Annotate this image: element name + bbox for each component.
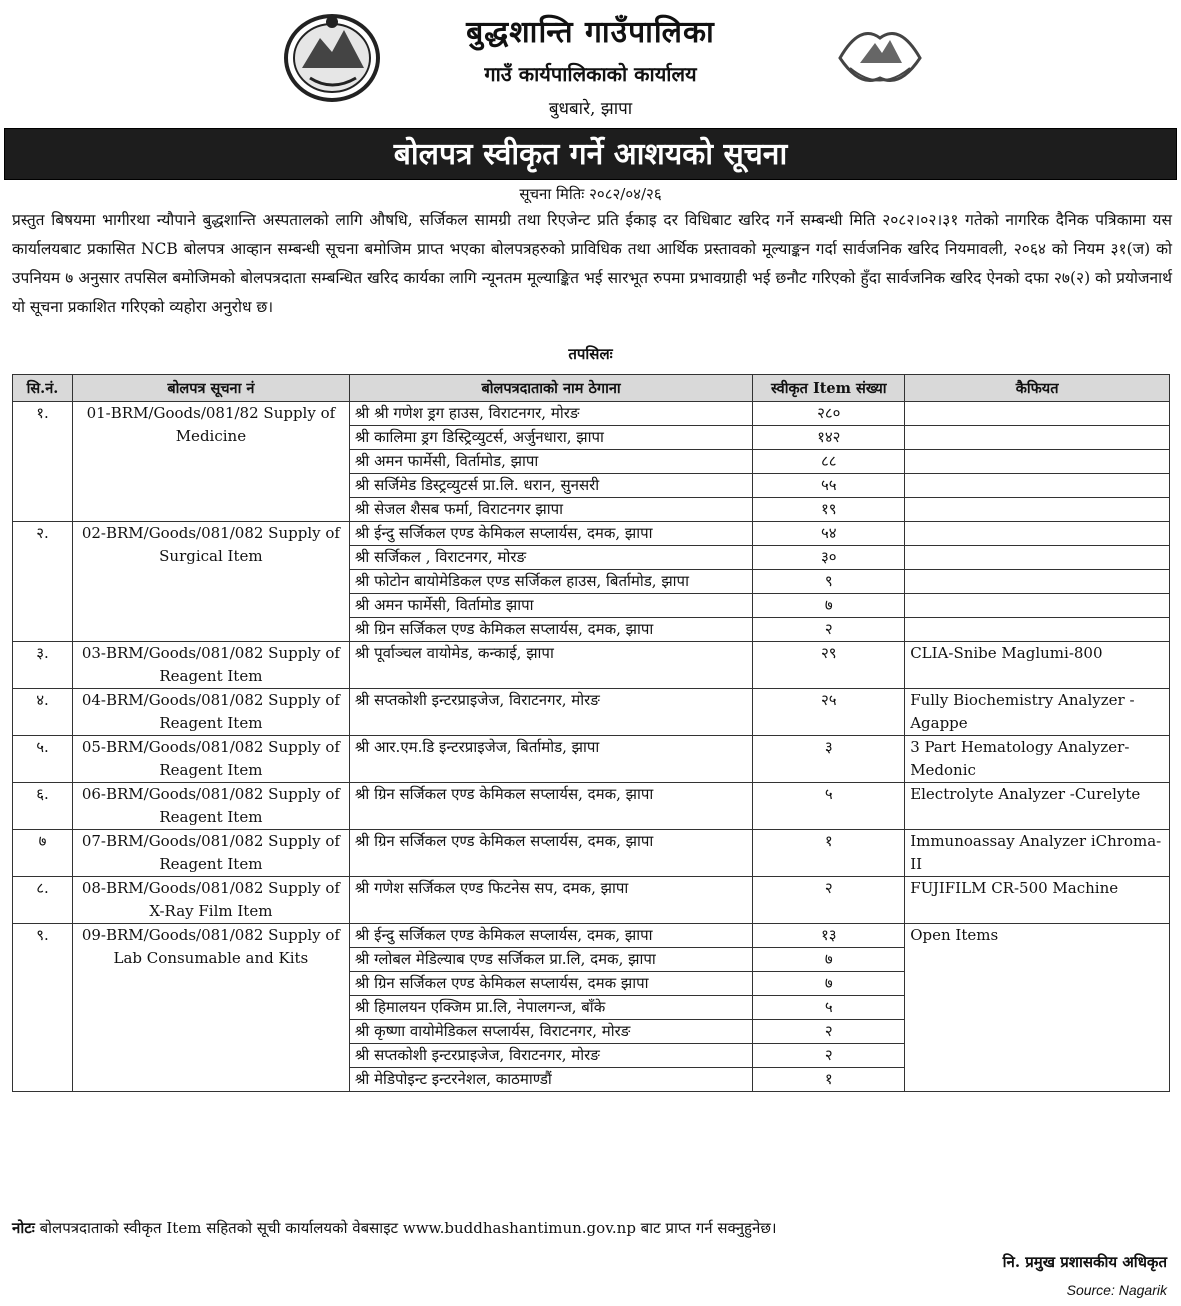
item-count-cell: ३ [753,736,905,783]
remark-cell [905,546,1170,570]
item-count-cell: १९ [753,498,905,522]
remark-cell [905,402,1170,426]
table-row [13,924,1170,948]
serial-number-cell: ९. [13,924,73,1092]
serial-number-cell: ६. [13,783,73,830]
item-count-cell: १३ [753,924,905,948]
bidder-cell: श्री कालिमा ड्रग डिस्ट्रिव्युटर्स, अर्जुनधारा, झापा [349,426,753,450]
municipality-logo-icon [830,18,930,98]
bidder-cell: श्री ग्लोबल मेडिल्याब एण्ड सर्जिकल प्रा.लि, दमक, झापा [349,948,753,972]
column-header: कैफियत [905,375,1170,402]
bidder-cell: श्री ईन्दु सर्जिकल एण्ड केमिकल सप्लार्यस, दमक, झापा [349,522,753,546]
item-count-cell: १४२ [753,426,905,450]
item-count-cell: ९ [753,570,905,594]
municipality-title: बुद्धशान्ति गाउँपालिका [466,15,715,50]
notice-ref-cell: 07-BRM/Goods/081/082 Supply of Reagent Item [72,830,349,877]
note-label: नोटः [12,1219,35,1237]
item-count-cell: ५ [753,783,905,830]
bidder-cell: श्री हिमालयन एक्जिम प्रा.लि, नेपालगन्ज, बाँके [349,996,753,1020]
table-row [13,689,1170,736]
column-header: बोलपत्र सूचना नं [72,375,349,402]
item-count-cell: २ [753,618,905,642]
bidder-cell: श्री ग्रिन सर्जिकल एण्ड केमिकल सप्लार्यस, दमक, झापा [349,618,753,642]
intro-paragraph: प्रस्तुत बिषयमा भागीरथा न्यौपाने बुद्धशान्ति अस्पतालको लागि औषधि, सर्जिकल सामग्री तथा रिएजेन्ट प्रति ईकाइ दर विधिबाट खरिद गर्ने सम्बन्धी मिति २०८२।०२।३१ गतेको नागरिक दैनिक पत्रिकामा यस कार्यालयबाट प्रकासित NCB बोलपत्र आव्हान सम्बन्धी सूचना बमोजिम प्राप्त भएका बोलपत्रहरुको प्राविधिक तथा आर्थिक प्रस्तावको मूल्याङ्कन गर्दा सार्वजनिक खरिद नियमावली, २०६४ को नियम ३१(ज) को उपनियम ७ अनुसार तपसिल बमोजिमको बोलपत्रदाता सम्बन्धित खरिद कार्यका लागि न्यूनतम मूल्याङ्कित भई सारभूत रुपमा प्रभावग्राही भई छनौट गरिएको हुँदा सार्वजनिक खरिद ऐनको दफा २७(२) को प्रयोजनार्थ यो सूचना प्रकाशित गरिएको व्यहोरा अनुरोध छ। [12,211,1172,316]
remark-cell: Immunoassay Analyzer iChroma-II [905,830,1170,877]
table-row [13,736,1170,783]
awards-table [12,374,1170,1092]
note-text: बोलपत्रदाताको स्वीकृत Item सहितको सूची कार्यालयको वेबसाइट www.buddhashantimun.gov.np बाट प्राप्त गर्न सक्नुहुनेछ। [39,1219,777,1237]
serial-number-cell: ५. [13,736,73,783]
table-row [13,830,1170,877]
bidder-cell: श्री ग्रिन सर्जिकल एण्ड केमिकल सप्लार्यस, दमक, झापा [349,830,753,877]
serial-number-cell: ७ [13,830,73,877]
column-header: सि.नं. [13,375,73,402]
remark-cell [905,594,1170,618]
remark-cell [905,522,1170,546]
item-count-cell: ८८ [753,450,905,474]
item-count-cell: २८० [753,402,905,426]
remark-cell [905,426,1170,450]
item-count-cell: ५ [753,996,905,1020]
remark-cell: Electrolyte Analyzer -Curelyte [905,783,1170,830]
table-row [13,783,1170,830]
table-row [13,877,1170,924]
source-credit: Source: Nagarik [1066,1282,1167,1298]
item-count-cell: १ [753,1068,905,1092]
remark-cell: Fully Biochemistry Analyzer -Agappe [905,689,1170,736]
bidder-cell: श्री फोटोन बायोमेडिकल एण्ड सर्जिकल हाउस, बिर्तामोड, झापा [349,570,753,594]
item-count-cell: ७ [753,972,905,996]
notice-ref-cell: 02-BRM/Goods/081/082 Supply of Surgical Item [72,522,349,642]
notice-ref-cell: 01-BRM/Goods/081/82 Supply of Medicine [72,402,349,522]
item-count-cell: ७ [753,948,905,972]
remark-cell: Open Items [905,924,1170,1092]
bidder-cell: श्री कृष्णा वायोमेडिकल सप्लार्यस, विराटनगर, मोरङ [349,1020,753,1044]
remark-cell [905,570,1170,594]
bidder-cell: श्री सर्जिकल , विराटनगर, मोरङ [349,546,753,570]
header [0,0,1181,126]
remark-cell [905,618,1170,642]
table-row [13,402,1170,426]
bidder-cell: श्री श्री गणेश ड्रग हाउस, विराटनगर, मोरङ [349,402,753,426]
bidder-cell: श्री गणेश सर्जिकल एण्ड फिटनेस सप, दमक, झापा [349,877,753,924]
item-count-cell: २५ [753,689,905,736]
item-count-cell: २ [753,877,905,924]
bidder-cell: श्री ग्रिन सर्जिकल एण्ड केमिकल सप्लार्यस, दमक झापा [349,972,753,996]
note [12,1218,1172,1238]
table-row [13,522,1170,546]
bidder-cell: श्री सप्तकोशी इन्टरप्राइजेज, विराटनगर, मोरङ [349,689,753,736]
column-header: स्वीकृत Item संख्या [753,375,905,402]
bidder-cell: श्री ईन्दु सर्जिकल एण्ड केमिकल सप्लार्यस, दमक, झापा [349,924,753,948]
bidder-cell: श्री सप्तकोशी इन्टरप्राइजेज, विराटनगर, मोरङ [349,1044,753,1068]
office-subtitle: गाउँ कार्यपालिकाको कार्यालय [484,62,697,86]
bidder-cell: श्री अमन फार्मेसी, विर्तामोड झापा [349,594,753,618]
bidder-cell: श्री मेडिपोइन्ट इन्टरनेशल, काठमाण्डौं [349,1068,753,1092]
notice-ref-cell: 09-BRM/Goods/081/082 Supply of Lab Consumable and Kits [72,924,349,1092]
item-count-cell: २ [753,1020,905,1044]
remark-cell [905,474,1170,498]
notice-date: सूचना मितिः २०८२/०४/२६ [519,185,662,203]
serial-number-cell: १. [13,402,73,522]
item-count-cell: ३० [753,546,905,570]
remark-cell: CLIA-Snibe Maglumi-800 [905,642,1170,689]
table-body [13,402,1170,1092]
remark-cell: FUJIFILM CR-500 Machine [905,877,1170,924]
bidder-cell: श्री सर्जिमेड डिस्ट्रव्युटर्स प्रा.लि. धरान, सुनसरी [349,474,753,498]
notice-ref-cell: 05-BRM/Goods/081/082 Supply of Reagent Item [72,736,349,783]
remark-cell: 3 Part Hematology Analyzer-Medonic [905,736,1170,783]
bidder-cell: श्री सेजल शैसब फर्मा, विराटनगर झापा [349,498,753,522]
item-count-cell: ७ [753,594,905,618]
notice-ref-cell: 04-BRM/Goods/081/082 Supply of Reagent Item [72,689,349,736]
item-count-cell: ५४ [753,522,905,546]
bidder-cell: श्री अमन फार्मेसी, विर्तामोड, झापा [349,450,753,474]
office-address: बुधबारे, झापा [548,99,633,119]
notice-ref-cell: 03-BRM/Goods/081/082 Supply of Reagent Item [72,642,349,689]
serial-number-cell: ४. [13,689,73,736]
item-count-cell: २ [753,1044,905,1068]
item-count-cell: २९ [753,642,905,689]
bidder-cell: श्री आर.एम.डि इन्टरप्राइजेज, बिर्तामोड, झापा [349,736,753,783]
bidder-cell: श्री पूर्वाञ्चल वायोमेड, कन्काई, झापा [349,642,753,689]
column-header: बोलपत्रदाताको नाम ठेगाना [349,375,753,402]
signatory: नि. प्रमुख प्रशासकीय अधिकृत [1002,1253,1167,1271]
item-count-cell: ५५ [753,474,905,498]
serial-number-cell: २. [13,522,73,642]
serial-number-cell: ३. [13,642,73,689]
serial-number-cell: ८. [13,877,73,924]
notice-banner: बोलपत्र स्वीकृत गर्ने आशयको सूचना [4,128,1177,180]
item-count-cell: १ [753,830,905,877]
table-row [13,642,1170,689]
remark-cell [905,450,1170,474]
notice-ref-cell: 06-BRM/Goods/081/082 Supply of Reagent Item [72,783,349,830]
table-header-row [13,375,1170,402]
remark-cell [905,498,1170,522]
table-title: तपसिलः [568,345,613,363]
notice-ref-cell: 08-BRM/Goods/081/082 Supply of X-Ray Film Item [72,877,349,924]
bidder-cell: श्री ग्रिन सर्जिकल एण्ड केमिकल सप्लार्यस, दमक, झापा [349,783,753,830]
